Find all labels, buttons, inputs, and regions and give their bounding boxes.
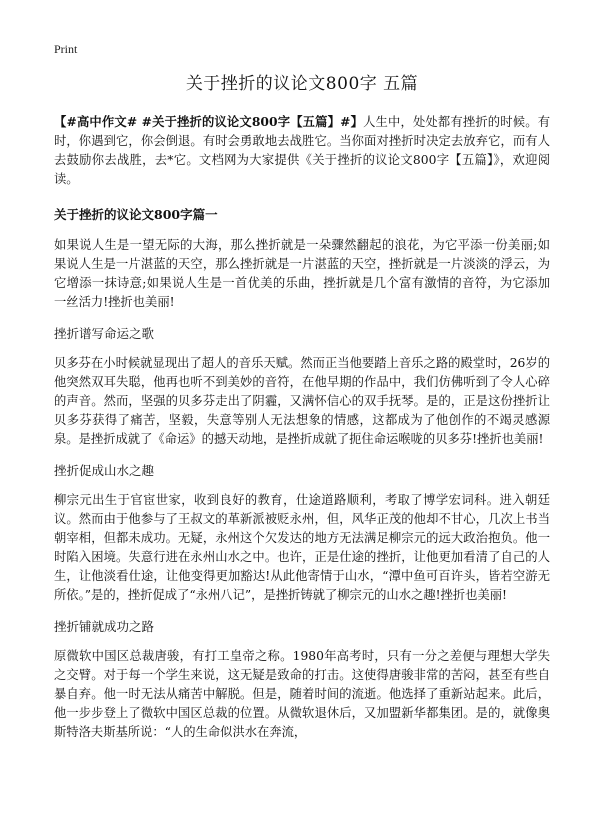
paragraph-1: 如果说人生是一望无际的大海，那么挫折就是一朵骤然翻起的浪花，为它平添一份美丽;如果说人生是一片湛蓝的天空，那么挫折就是一片湛蓝的天空，挫折就是一片淡淡的浮云，为它增添一抹诗意;如果说人生是一首优美的乐曲，挫折就是几个富有激情的音符，为它添加一丝活力!挫折也美丽! bbox=[54, 238, 550, 309]
intro-text: 人生中，处处都有挫折的时候。有时，你遇到它，你会倒退。有时会勇敢地去战胜它。当你面对挫折时决定去放弃它，而有人去鼓励你去战胜，去*它。文档网为大家提供《关于挫折的议论文800字【五篇】》，欢迎阅读。 bbox=[54, 115, 550, 186]
print-link[interactable]: Print bbox=[54, 42, 78, 56]
subheading-3: 挫折铺就成功之路 bbox=[54, 619, 155, 634]
subheading-1: 挫折谱写命运之歌 bbox=[54, 326, 155, 341]
page-title: 关于挫折的议论文800字 五篇 bbox=[185, 74, 419, 94]
section-title: 关于挫折的议论文800字篇一 bbox=[54, 207, 218, 222]
intro-tag: 【#高中作文# #关于挫折的议论文800字【五篇】#】 bbox=[54, 114, 364, 129]
intro-paragraph bbox=[54, 112, 550, 189]
paragraph-4: 原微软中国区总裁唐骏，有打工皇帝之称。1980年高考时，只有一分之差便与理想大学失之交臂。对于每一个学生来说，这无疑是致命的打击。这使得唐骏非常的苦闷，甚至有些自暴自弃。他一时无法从痛苦中解脱。但是，随着时间的流逝。他选择了重新站起来。此后，他一步步登上了微软中国区总裁的位置。从微软退休后，又加盟新华都集团。是的，就像奥斯特洛夫斯基所说：“人的生命似洪水在奔流， bbox=[54, 649, 550, 739]
paragraph-2: 贝多芬在小时候就显现出了超人的音乐天赋。然而正当他要踏上音乐之路的殿堂时，26岁的他突然双耳失聪，他再也听不到美妙的音符，在他早期的作品中，我们仿佛听到了令人心碎的声音。然而，坚强的贝多芬走出了阴霾，又满怀信心的双手抚琴。是的，正是这份挫折让贝多芬获得了痛苦，坚毅，失意等别人无法想象的情感，这都成为了他创作的不竭灵感源泉。是挫折成就了《命运》的撼天动地，是挫折成就了扼住命运喉咙的贝多芬!挫折也美丽! bbox=[54, 356, 550, 446]
paragraph-3: 柳宗元出生于官宦世家，收到良好的教育，仕途道路顺利，考取了博学宏词科。进入朝廷议。然而由于他参与了王叔文的革新派被贬永州，但，风华正茂的他却不甘心，几次上书当朝宰相，但都未成功。无疑，永州这个欠发达的地方无法满足柳宗元的远大政治抱负。他一时陷入困境。失意行进在永州山水之中。也许，正是仕途的挫折，让他更加看清了自己的人生，让他淡看仕途，让他变得更加豁达!从此他寄情于山水，“潭中鱼可百许头，皆若空游无所依。”是的，挫折促成了“永州八记”，是挫折铸就了柳宗元的山水之趣!挫折也美丽! bbox=[54, 493, 550, 602]
subheading-2: 挫折促成山水之趣 bbox=[54, 463, 155, 478]
